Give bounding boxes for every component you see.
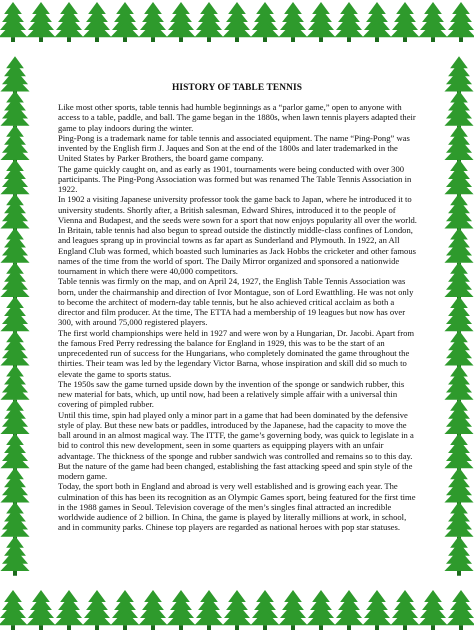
paragraph-7: The 1950s saw the game turned upside down by the invention of the sponge or sandwich rubber, this new material for bats, which, up until now, had been a relatively simple affair with a universal thin covering of pimpled rubber. [58,378,405,410]
pine-tree-icon [166,2,195,42]
pine-tree-icon [444,330,473,370]
pine-tree-icon [444,365,473,405]
pine-tree-icon [0,193,29,233]
pine-tree-icon [444,296,473,336]
page-title: HISTORY OF TABLE TENNIS [171,83,303,93]
pine-tree-icon [444,193,473,233]
pine-tree-icon [306,2,335,42]
pine-tree-icon [26,2,55,42]
pine-tree-icon [444,91,473,131]
pine-tree-icon [418,590,447,630]
pine-tree-icon [390,2,419,42]
pine-tree-icon [446,590,474,630]
paragraph-5: Table tennis was firmly on the map, and on April 24, 1927, the English Table Tennis Association was born, under the chairmanship and direction of Ivor Montague, son of Lord Ewatthling. He was not only to become the architect of modern-day table tennis, but he also achieved critical acclaim as both a director and film producer. At the time, The ETTA had a membership of 19 leagues but now has over 300, with around 75,000 registered players. [58,276,414,328]
pine-tree-icon [0,365,29,405]
pine-tree-icon [0,502,29,542]
pine-tree-icon [278,2,307,42]
pine-tree-icon [250,2,279,42]
pine-tree-icon [0,2,28,42]
pine-tree-icon [444,399,473,439]
pine-tree-icon [82,590,111,630]
paragraph-9: Today, the sport both in England and abroad is very well established and is growing each year. The culmination of this has been its recognition as an Olympic Games sport, being featured for the first time in the 1988 games in Seoul. Television coverage of the men’s singles final attracted an incredible worldwide audience of 2 billion. In China, the game is played by literally millions at work, in school, and in community parks. Chinese top players are regarded as national heroes with pop star statuses. [58,481,416,533]
pine-tree-icon [54,2,83,42]
pine-tree-icon [166,590,195,630]
pine-tree-icon [54,590,83,630]
pine-tree-icon [0,125,29,165]
paragraph-6: The first world championships were held in 1927 and were won by a Hungarian, Dr. Jacobi. Apart from the famous Fred Perry redressing the balance for England in 1929, this was to be the start of an unprecedented run of success for the Hungarians, who completely dominated the game throughout the thirties. Their team was led by the legendary Victor Barna, whose inspiration and skill did so much to elevate the game to sports status. [58,327,415,379]
pine-tree-icon [306,590,335,630]
pine-tree-icon [444,159,473,199]
pine-tree-icon [82,2,111,42]
pine-tree-icon [444,228,473,268]
pine-tree-icon [418,2,447,42]
pine-tree-icon [0,330,29,370]
pine-tree-icon [278,590,307,630]
pine-tree-icon [110,2,139,42]
pine-tree-icon [334,2,363,42]
pine-tree-icon [222,2,251,42]
pine-tree-icon [0,228,29,268]
pine-tree-icon [0,91,29,131]
pine-tree-icon [194,2,223,42]
pine-tree-icon [444,536,473,576]
pine-tree-icon [110,590,139,630]
pine-tree-icon [222,590,251,630]
pine-tree-icon [334,590,363,630]
paragraph-2: Ping-Pong is a trademark name for table tennis and associated equipment. The name “Ping-Pong” was invented by the English firm J. Jaques and Son at the end of the 1800s and later trademarked in the United States by Parker Brothers, the board game company. [58,132,410,164]
paragraph-1: Like most other sports, table tennis had humble beginnings as a “parlor game,” open to anyone with access to a table, paddle, and ball. The game began in the 1880s, when lawn tennis players adapted their game to play indoors during the winter. [58,102,416,133]
pine-tree-icon [194,590,223,630]
pine-tree-icon [26,590,55,630]
pine-tree-icon [444,502,473,542]
pine-tree-icon [0,590,28,630]
pine-tree-icon [444,262,473,302]
pine-tree-icon [138,590,167,630]
pine-tree-icon [446,2,474,42]
pine-tree-icon [0,467,29,507]
pine-tree-icon [138,2,167,42]
pine-tree-icon [0,159,29,199]
pine-tree-icon [0,296,29,336]
pine-tree-icon [0,536,29,576]
pine-tree-icon [0,433,29,473]
pine-tree-icon [250,590,279,630]
paragraph-3: The game quickly caught on, and as early as 1901, tournaments were being conducted with over 300 participants. The Ping-Pong Association was formed but was renamed The Table Tennis Association in 1922. [58,163,412,194]
pine-tree-icon [444,125,473,165]
pine-tree-icon [390,590,419,630]
paragraph-4: In 1902 a visiting Japanese university professor took the game back to Japan, where he introduced it to university students. Shortly after, a British salesman, Edward Shires, introduced it to the people of Vienna and Budapest, and the seeds were sown for a sport that now enjoys popularity all over the world. In Britain, table tennis had also begun to spread outside the distinctly middle-class confines of London, and leagues sprang up in provincial towns as far apart as Sunderland and Plymouth. In 1922, an All England Club was formed, which boasted such luminaries as Jack Hobbs the cricketer and other famous names of the time from the world of sport. The Daily Mirror organized and sponsored a nationwide tournament in which there were 40,000 competitors. [58,194,417,276]
document-body [58,102,418,533]
pine-tree-icon [444,433,473,473]
pine-tree-icon [362,2,391,42]
pine-tree-icon [444,467,473,507]
pine-tree-icon [0,399,29,439]
paragraph-8: Until this time, spin had played only a minor part in a game that had been dominated by the defensive style of play. But these new bats or paddles, introduced by the Japanese, had the capacity to move the ball around in an almost magical way. The ITTF, the game’s governing body, was quick to legislate in a bid to control this new development, seen in some quarters as equipping players with an unfair advantage. The thickness of the sponge and rubber sandwich was controlled and remains so to this day. But the nature of the game had been changed, establishing the fast attacking speed and spin style of the modern game. [58,409,414,481]
pine-tree-icon [362,590,391,630]
pine-tree-icon [0,262,29,302]
